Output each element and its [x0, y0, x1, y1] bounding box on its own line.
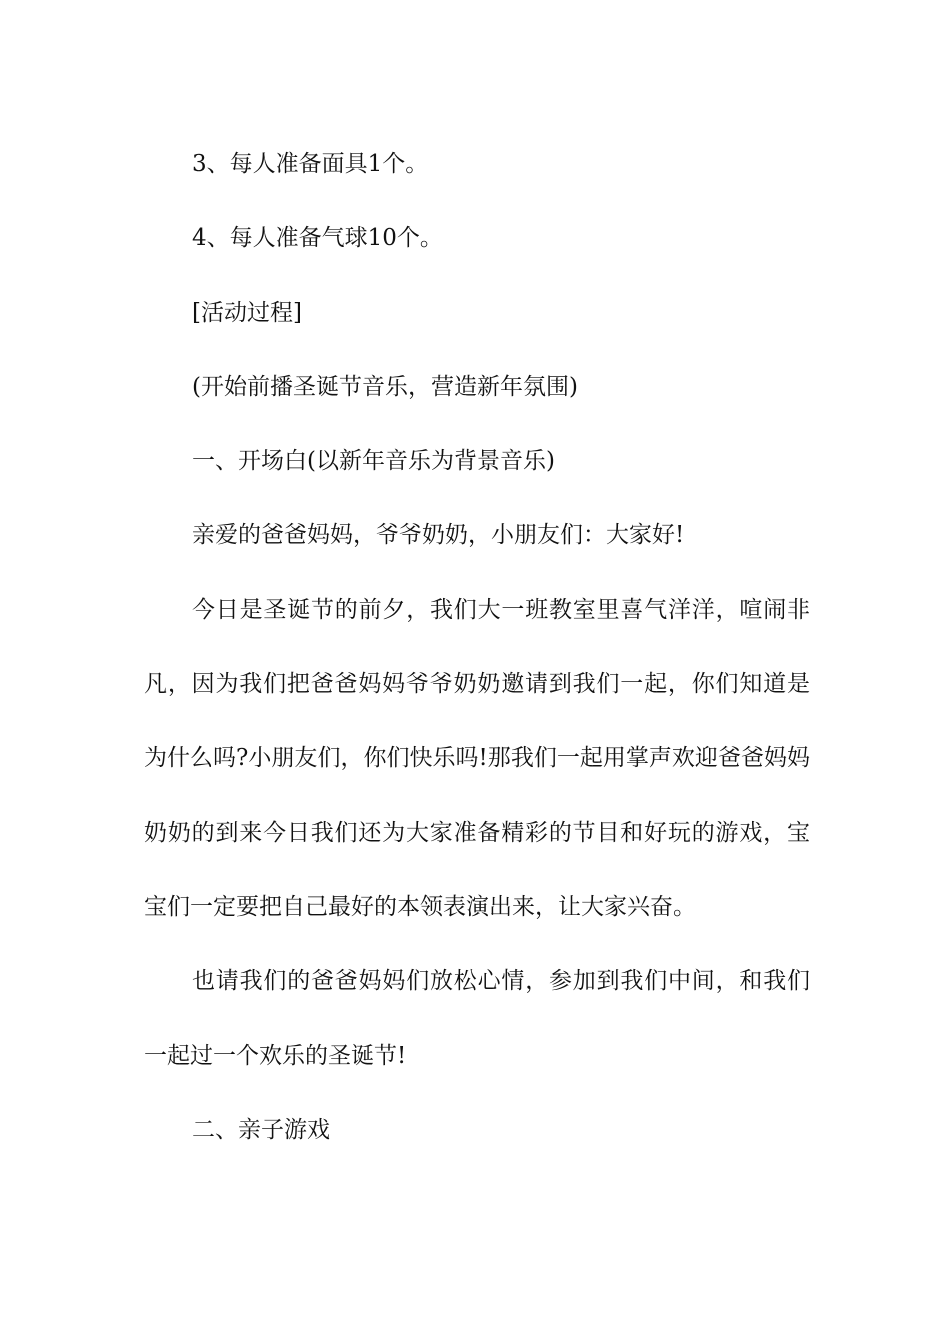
paragraph-prep-item-4: 4、每人准备气球10个。	[192, 225, 443, 252]
section-heading-parent-child-games: 二、亲子游戏	[192, 1116, 330, 1143]
paragraph-prep-item-3: 3、每人准备面具1个。	[192, 151, 429, 177]
section-heading-opening: 一、开场白(以新年音乐为背景音乐)	[192, 448, 555, 475]
document-body	[144, 127, 810, 1167]
paragraph-music-note: (开始前播圣诞节音乐，营造新年氛围)	[192, 373, 578, 400]
paragraph-invitation: 也请我们的爸爸妈妈们放松心情，参加到我们中间，和我们一起过一个欢乐的圣诞节!	[144, 968, 810, 1069]
section-heading-activity-process: [活动过程]	[192, 299, 302, 326]
paragraph-greeting: 亲爱的爸爸妈妈，爷爷奶奶，小朋友们：大家好!	[192, 522, 685, 549]
paragraph-christmas-eve: 今日是圣诞节的前夕，我们大一班教室里喜气洋洋，喧闹非凡，因为我们把爸爸妈妈爷爷奶奶邀请到我们一起，你们知道是为什么吗?小朋友们，你们快乐吗!那我们一起用掌声欢迎爸爸妈妈奶奶的到来今日我们还为大家准备精彩的节目和好玩的游戏，宝宝们一定要把自己最好的本领表演出来，让大家兴奋。	[144, 596, 810, 920]
